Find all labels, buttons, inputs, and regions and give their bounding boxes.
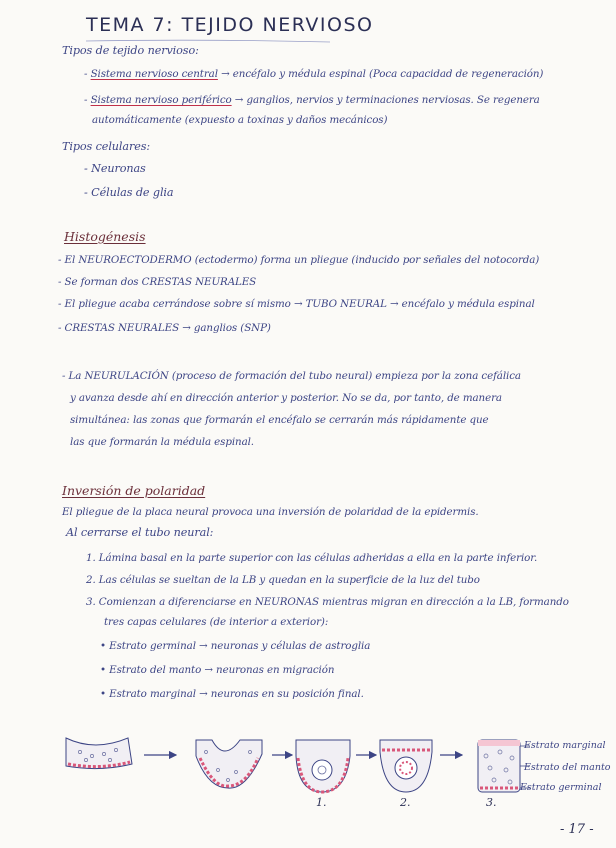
neurulation-line: simultánea: las zonas que formarán el encéfalo se cerrarán más rápidamente que [70, 414, 489, 426]
stage-folding [196, 740, 262, 788]
stage-flat-plate [66, 738, 132, 769]
polarity-line: Al cerrarse el tubo neural: [66, 526, 214, 539]
stage-tube-1 [296, 740, 350, 792]
histogenesis-line: - Se forman dos CRESTAS NEURALES [58, 276, 257, 288]
polarity-step: 3. Comienzan a diferenciarse en NEURONAS mientras migran en dirección a la LB, formando [86, 596, 569, 608]
snc-term: Sistema nervioso central [90, 68, 218, 80]
stage-tube-2 [380, 740, 432, 792]
snc-desc: → encéfalo y médula espinal (Poca capacidad de regeneración) [221, 68, 544, 80]
polarity-heading: Inversión de polaridad [62, 483, 206, 498]
snc-line: - Sistema nervioso central → encéfalo y médula espinal (Poca capacidad de regeneración) [84, 68, 544, 80]
step-label: 2. [400, 796, 411, 809]
snp-line: - Sistema nervioso periférico → ganglios, nervios y terminaciones nerviosas. Se regenera [84, 94, 540, 106]
histogenesis-line: - El NEUROECTODERMO (ectodermo) forma un pliegue (inducido por señales del notocorda) [58, 254, 540, 266]
layer-label-marginal: Estrato marginal [524, 740, 606, 751]
intro-heading: Tipos de tejido nervioso: [62, 44, 199, 57]
cell-types-heading: Tipos celulares: [62, 140, 151, 153]
neurulation-line: y avanza desde ahí en dirección anterior y posterior. No se da, por tanto, de manera [70, 392, 502, 404]
polarity-step: 2. Las células se sueltan de la LB y quedan en la superficie de la luz del tubo [86, 574, 480, 586]
neurulation-line: las que formarán la médula espinal. [70, 436, 254, 448]
polarity-step: tres capas celulares (de interior a exterior): [104, 616, 329, 628]
layer-label-manto: Estrato del manto [524, 762, 611, 773]
step-label: 1. [316, 796, 327, 809]
histogenesis-line: - El pliegue acaba cerrándose sobre sí mismo → TUBO NEURAL → encéfalo y médula espinal [58, 298, 535, 310]
cell-type-item: - Neuronas [84, 162, 146, 175]
layer-label-germinal: Estrato germinal [520, 782, 602, 793]
snp-term: Sistema nervioso periférico [90, 94, 232, 106]
polarity-line: El pliegue de la placa neural provoca una inversión de polaridad de la epidermis. [62, 506, 479, 518]
step-label: 3. [486, 796, 497, 809]
histogenesis-line: - CRESTAS NEURALES → ganglios (SNP) [58, 322, 271, 334]
cell-type-item: - Células de glia [84, 186, 174, 199]
snp-desc: → ganglios, nervios y terminaciones nerviosas. Se regenera [234, 94, 540, 106]
neurulation-diagram [0, 700, 616, 848]
page-title: TEMA 7: TEJIDO NERVIOSO [86, 14, 374, 36]
histogenesis-heading: Histogénesis [64, 229, 146, 244]
snp-desc-2: automáticamente (expuesto a toxinas y daños mecánicos) [92, 114, 388, 126]
layer-item: • Estrato del manto → neuronas en migración [100, 664, 335, 676]
polarity-step: 1. Lámina basal en la parte superior con las células adheridas a ella en la parte inferior. [86, 552, 538, 564]
layer-item: • Estrato germinal → neuronas y células de astroglia [100, 640, 371, 652]
page-number: - 17 - [560, 822, 594, 837]
neurulation-line: - La NEURULACIÓN (proceso de formación del tubo neural) empieza por la zona cefálica [62, 370, 521, 382]
layer-item: • Estrato marginal → neuronas en su posición final. [100, 688, 364, 700]
